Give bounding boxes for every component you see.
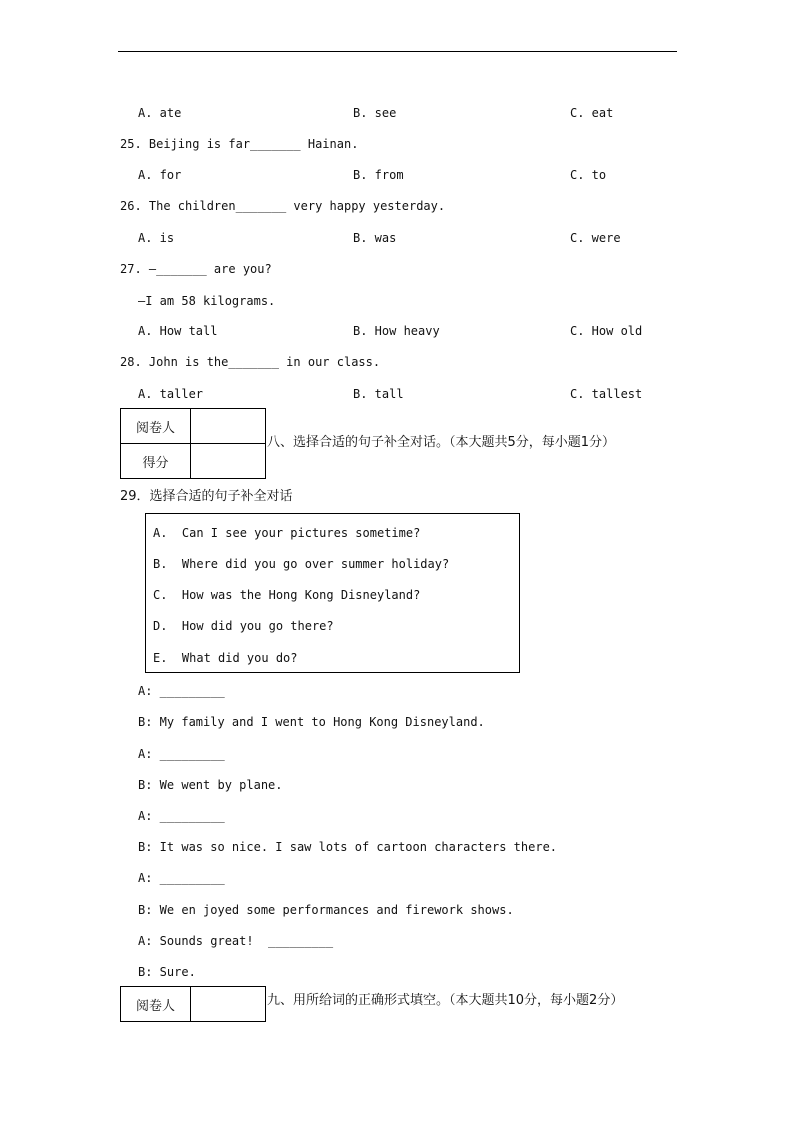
q27-option-c: C. How old	[570, 324, 643, 338]
q26-stem: 26. The children_______ very happy yesterday.	[120, 199, 446, 213]
dialogue-line: A: _________	[138, 747, 225, 761]
q28-option-c: C. tallest	[570, 387, 643, 401]
score-table-section-9	[120, 986, 266, 1022]
dialogue-line: A: _________	[138, 871, 225, 885]
dialogue-line: A: _________	[138, 684, 225, 698]
q26-option-b: B. was	[353, 231, 397, 245]
reviewer-label: 阅卷人	[121, 987, 191, 1022]
q27-option-b: B. How heavy	[353, 324, 440, 338]
q28-option-a: A. taller	[138, 387, 204, 401]
dialogue-line: B: It was so nice. I saw lots of cartoon characters there.	[138, 840, 558, 854]
q28-stem: 28. John is the_______ in our class.	[120, 355, 381, 369]
q25-stem: 25. Beijing is far_______ Hainan.	[120, 137, 359, 151]
dialogue-line: A: Sounds great! _________	[138, 934, 334, 948]
header-rule	[118, 51, 677, 52]
q25-option-b: B. from	[353, 168, 404, 182]
dialogue-line: A: _________	[138, 809, 225, 823]
q26-option-c: C. were	[570, 231, 621, 245]
reviewer-cell[interactable]	[191, 987, 266, 1022]
section-9-heading: 九、用所给词的正确形式填空。（本大题共10分，每小题2分）	[267, 993, 624, 1008]
dialogue-line: B: We en joyed some performances and firework shows.	[138, 903, 514, 917]
q24-option-b: B. see	[353, 106, 397, 120]
score-cell[interactable]	[191, 444, 266, 479]
q26-option-a: A. is	[138, 231, 175, 245]
reviewer-label: 阅卷人	[121, 409, 191, 444]
q25-option-c: C. to	[570, 168, 607, 182]
section-8-heading: 八、选择合适的句子补全对话。（本大题共5分，每小题1分）	[267, 435, 616, 450]
q24-option-c: C. eat	[570, 106, 614, 120]
dialogue-line: B: Sure.	[138, 965, 196, 979]
q27-option-a: A. How tall	[138, 324, 218, 338]
q27-reply: —I am 58 kilograms.	[138, 294, 276, 308]
score-label: 得分	[121, 444, 191, 479]
dialogue-line: B: My family and I went to Hong Kong Disneyland.	[138, 715, 485, 729]
reviewer-cell[interactable]	[191, 409, 266, 444]
q29-stem: 29．选择合适的句子补全对话	[120, 489, 293, 504]
q27-stem: 27. —_______ are you?	[120, 262, 272, 276]
q25-option-a: A. for	[138, 168, 182, 182]
choice-c: C. How was the Hong Kong Disneyland?	[153, 588, 421, 602]
dialogue-line: B: We went by plane.	[138, 778, 283, 792]
choice-e: E. What did you do?	[153, 651, 298, 665]
q24-option-a: A. ate	[138, 106, 182, 120]
choice-b: B. Where did you go over summer holiday?	[153, 557, 450, 571]
score-table-section-8	[120, 408, 266, 479]
choice-a: A. Can I see your pictures sometime?	[153, 526, 421, 540]
q28-option-b: B. tall	[353, 387, 404, 401]
choice-d: D. How did you go there?	[153, 619, 334, 633]
